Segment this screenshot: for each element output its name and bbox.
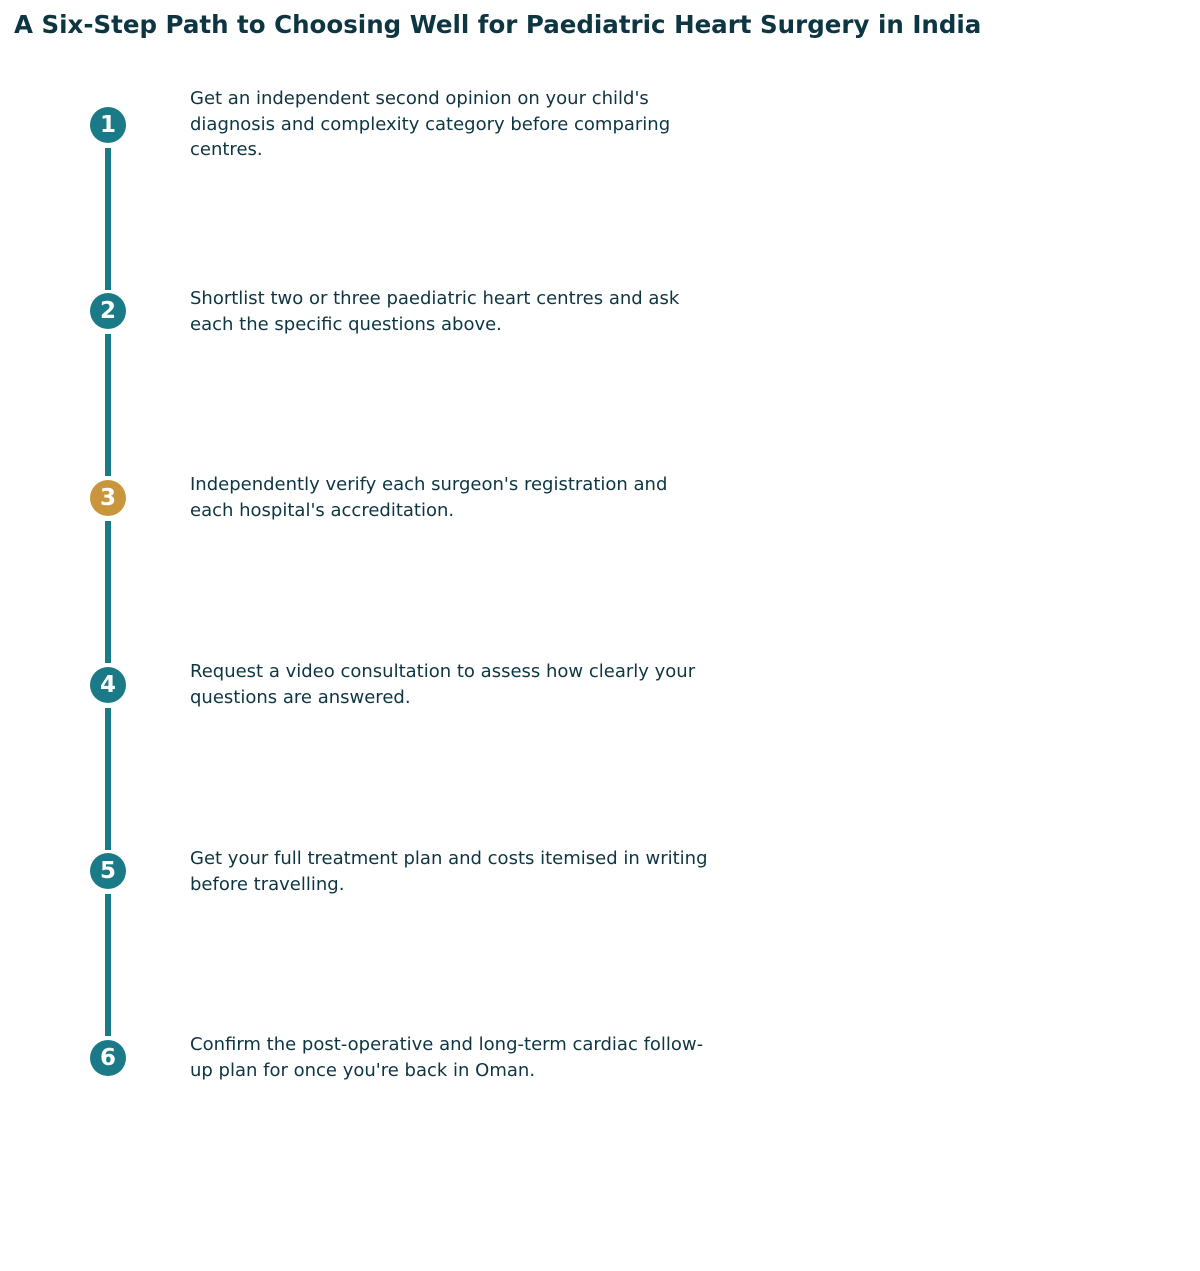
step-6-marker: 6 [90,1040,126,1076]
timeline-connector-4-5 [105,708,111,850]
step-4-marker: 4 [90,667,126,703]
step-1-text: Get an independent second opinion on your child's diagnosis and complexity category before comparing centres. [190,88,671,160]
page-title: A Six-Step Path to Choosing Well for Paediatric Heart Surgery in India [14,10,982,39]
timeline-connector-2-3 [105,334,111,476]
step-6-text: Confirm the post-operative and long-term cardiac follow-up plan for once you're back in Oman. [190,1034,704,1081]
step-3-marker: 3 [90,480,126,516]
timeline-connector-1-2 [105,148,111,290]
step-3-text: Independently verify each surgeon's registration and each hospital's accreditation. [190,474,668,521]
timeline-connector-3-4 [105,521,111,663]
step-5-marker: 5 [90,853,126,889]
step-2-marker: 2 [90,293,126,329]
step-2-text: Shortlist two or three paediatric heart centres and ask each the specific questions above. [190,288,680,335]
step-4-text: Request a video consultation to assess how clearly your questions are answered. [190,661,696,708]
timeline-connector-5-6 [105,894,111,1036]
step-1-marker: 1 [90,107,126,143]
step-5-text: Get your full treatment plan and costs itemised in writing before travelling. [190,848,708,895]
